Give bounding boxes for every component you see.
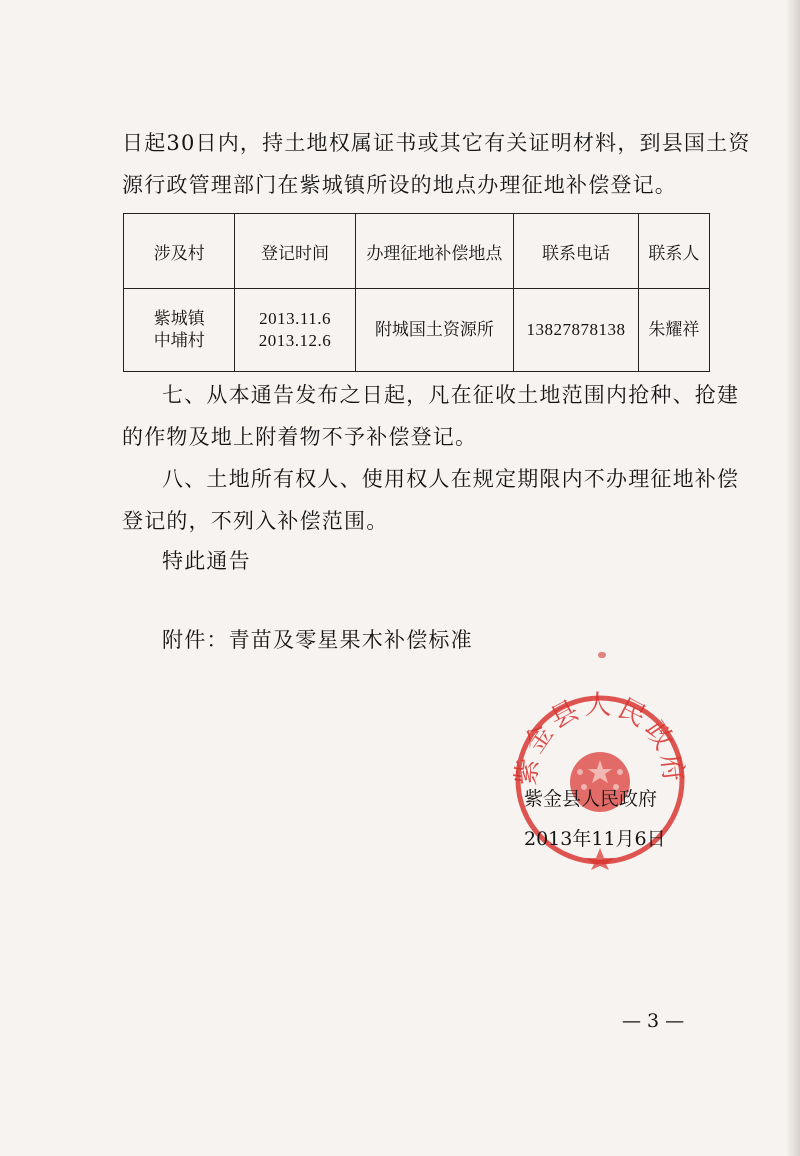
table-row: [124, 289, 710, 372]
cell-phone: 13827878138: [514, 289, 639, 372]
paragraph-7-line-1: 七、从本通告发布之日起，凡在征收土地范围内抢种、抢建: [162, 383, 740, 407]
cell-contact: 朱耀祥: [638, 289, 709, 372]
date-end: 2013.12.6: [258, 331, 332, 350]
paragraph-7-line-2: 的作物及地上附着物不予补偿登记。: [122, 425, 478, 449]
cell-registration-time: [235, 289, 355, 372]
red-ink-speck: [598, 652, 606, 658]
village-town: 紫城镇: [153, 309, 205, 329]
cell-location: 附城国土资源所: [355, 289, 514, 372]
paragraph-8-line-2: 登记的，不列入补偿范围。: [122, 509, 389, 533]
date-start: 2013.11.6: [259, 309, 331, 328]
header-contact: 联系人: [638, 214, 709, 289]
header-location: 办理征地补偿地点: [355, 214, 514, 289]
seal-text: 紫金县人民政府: [510, 690, 690, 788]
page-number: — 3 —: [622, 1010, 685, 1032]
issue-date: 2013年11月6日: [524, 828, 666, 850]
paragraph-6-line-2: 源行政管理部门在紫城镇所设的地点办理征地补偿登记。: [122, 173, 677, 197]
issuer-name: 紫金县人民政府: [524, 788, 658, 810]
cell-village: [124, 289, 235, 372]
registration-table: [123, 213, 710, 372]
village-name: 中埔村: [153, 331, 205, 351]
page-edge-shadow: [786, 0, 800, 1156]
header-phone: 联系电话: [514, 214, 639, 289]
paragraph-6-line-1: 日起30日内，持土地权属证书或其它有关证明材料，到县国土资: [122, 131, 751, 155]
table-header-row: [124, 214, 710, 289]
header-registration-time: 登记时间: [235, 214, 355, 289]
paragraph-8-line-1: 八、土地所有权人、使用权人在规定期限内不办理征地补偿: [162, 467, 740, 491]
header-village: 涉及村: [124, 214, 235, 289]
closing-statement: 特此通告: [162, 549, 251, 573]
attachment-note: 附件：青苗及零星果木补偿标准: [162, 628, 473, 652]
